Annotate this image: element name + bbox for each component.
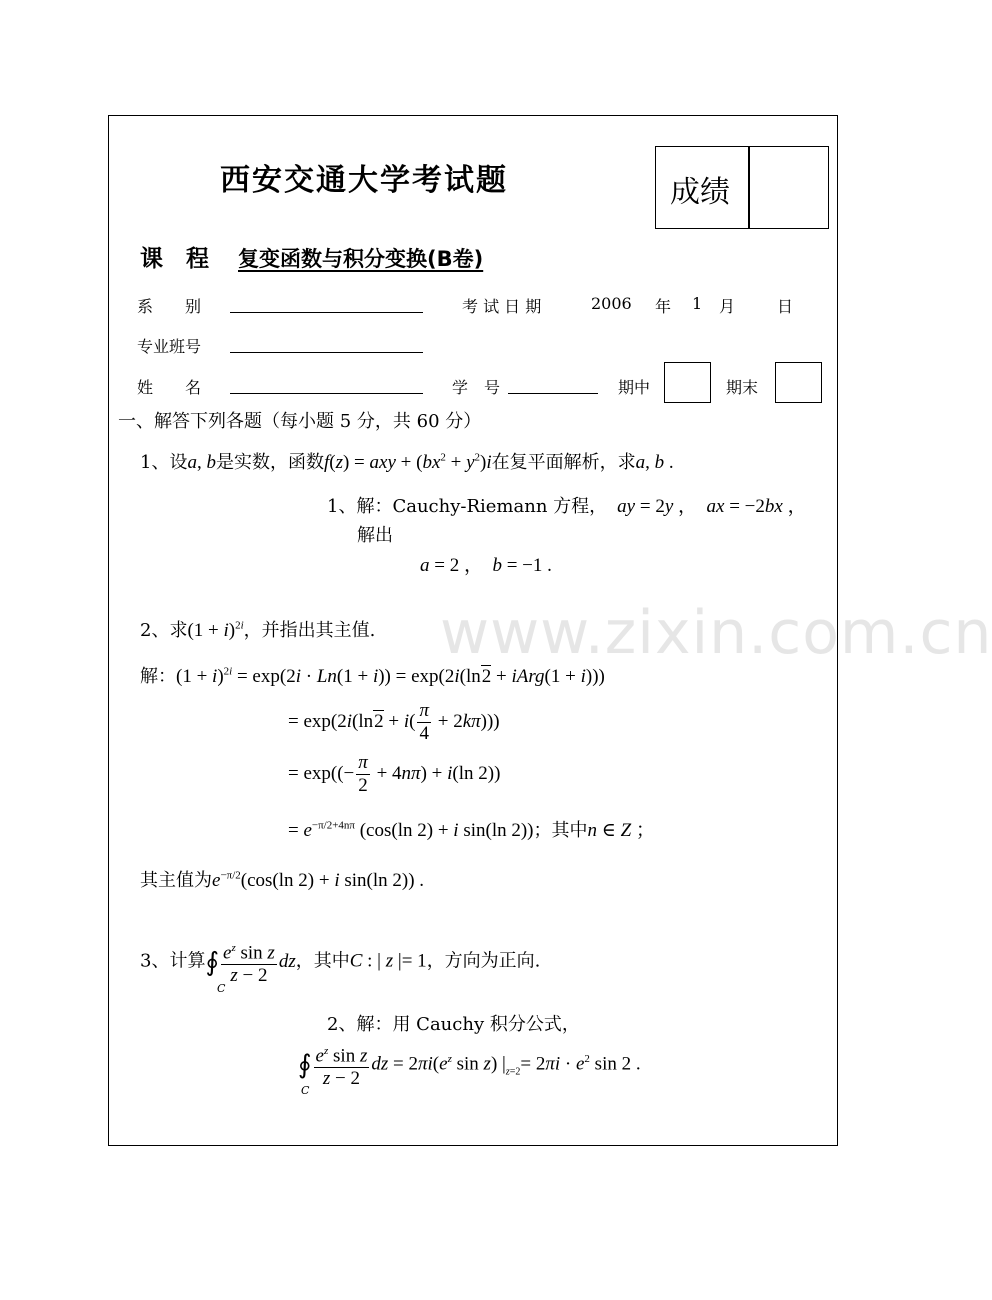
student-id-field[interactable] [508,393,598,394]
q3-mid: ，其中 [295,950,350,972]
answer-1: 1、解：Cauchy-Riemann 方程， ay = 2y ， ax = −2bx ， [327,496,807,517]
q2-suffix: ，并指出其主值. [243,620,376,641]
answer-3-contour-label: C [301,1084,310,1097]
dept-label: 系 别 [137,297,202,316]
exam-year: 2006 [591,294,632,313]
answer-1-result: a = 2 ， b = −1 . [420,555,552,576]
question-1: 1、设a, b是实数，函数f(z) = axy + $(bx^2 + y^2)i$在复平面解析，求a, b . [140,451,674,473]
question-2: 2、求$(1 + i)^{2i}$，并指出其主值. [140,619,376,641]
score-divider [748,147,750,228]
solution-2-line2: = exp(2i(ln2 + i( $\frac{\pi}{4}$ + 2kπ))) [288,700,500,744]
day-unit: 日 [777,297,794,316]
year-unit: 年 [655,297,672,316]
dept-field[interactable] [230,312,423,313]
solution-2-line1: 解：$(1 + i)^{2i} = \exp(2i \cdot Ln(1 + i)) = \exp(2i(\ln 2$ + iArg(1 + i))) [140,665,605,687]
exam-date-label: 考 试 日 期 [462,297,542,316]
class-field[interactable] [230,352,423,353]
course-label: 课 程 [140,246,209,272]
answer-3: 2、解：用 Cauchy 积分公式， [327,1014,580,1035]
solution-2-line4: = $e^{-\pi/2+4n\pi}$ (cos(ln 2) + i sin(ln 2))；其中n ∈ Z ； [288,819,655,841]
section-heading: 一、解答下列各题（每小题 5 分，共 60 分） [118,411,482,432]
q1-mid1: 是实数，函数 [215,452,324,473]
final-checkbox[interactable] [775,362,822,403]
exam-title: 西安交通大学考试题 [220,163,508,198]
answer-3-formula: ∮ $\frac{e^z \sin z}{z - 2}$ dz = $2\pi i(e^z$ sin z) $|_{z=2}= 2\pi i \cdot e^2$ sin 2 . [298,1040,641,1090]
q2-prefix: 2、求 [140,620,188,641]
month-unit: 月 [719,297,736,316]
q1-prefix: 1、设 [140,452,188,473]
student-id-label: 学 号 [452,378,501,397]
a1-prefix: 1、解：Cauchy-Riemann 方程， [327,496,599,517]
question-3: 3、计算∮ $\frac{e^z \sin z}{z - 2}$ dz，其中C : | z |= 1，方向为正向. [140,937,540,987]
sol2-label: 解： [140,666,176,687]
q3-prefix: 3、计算 [140,950,206,972]
class-label: 专业班号 [137,337,202,356]
final-label: 期末 [726,378,759,397]
midterm-label: 期中 [618,378,651,397]
principal-prefix: 其主值为 [140,870,212,891]
sol2-where: ；其中 [533,820,588,841]
q1-mid2: 在复平面解析，求 [491,452,636,473]
score-box [655,146,829,229]
score-label: 成绩 [670,175,730,210]
answer-1-line2: 解出 [357,525,393,546]
solution-2-line3: = exp((− $\frac{\pi}{2}$ + 4nπ) + i(ln 2)) [288,752,501,796]
watermark: www.zixin.com.cn [440,598,992,668]
q3-contour-label: C [217,982,226,995]
name-label: 姓 名 [137,378,202,397]
midterm-checkbox[interactable] [664,362,711,403]
principal-value: 其主值为$e^{-\pi/2}(\cos(\ln$ 2) + i sin(ln 2)) . [140,869,425,891]
q3-suffix: ，方向为正向. [426,950,541,972]
course-name: 复变函数与积分变换(B卷) [238,247,484,271]
name-field[interactable] [230,393,423,394]
exam-month: 1 [692,294,703,313]
